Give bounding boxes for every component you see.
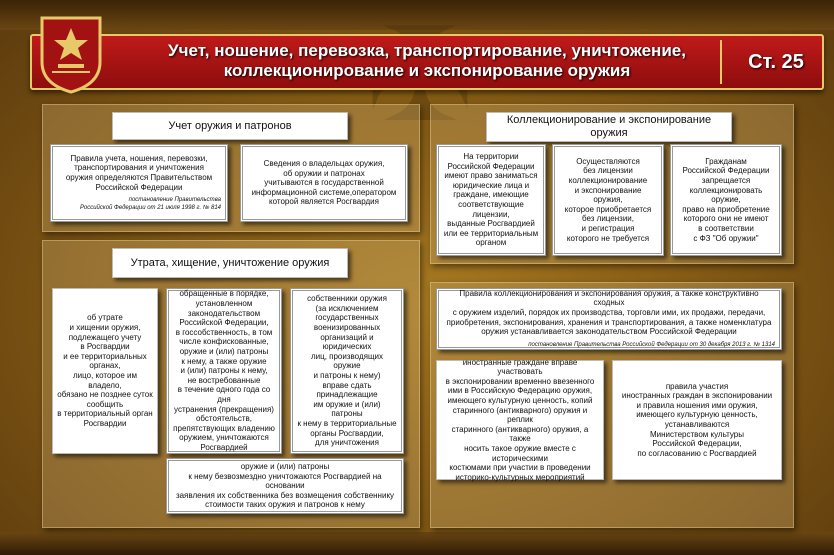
accounting-rules-text: Правила учета, ношения, перевозки, транспортирования и уничтожения оружия определяются Правительством Российской Федерации	[65, 153, 213, 192]
prohibition-box	[670, 144, 782, 256]
free-destruction-box	[166, 458, 404, 514]
loss-report-text: об утрате и хищении оружия, подлежащего учету в Росгвардии и ее территориальных органах, лицо, которое им владело, обязано не позднее суток сообщить в территориальный орган Росгвардии	[57, 313, 153, 428]
state-property-text: обращенные в порядке, установленном законодательством Российской Федерации, в госсобственность, в том числе конфискованные, оружие и (или) патроны к нему, а также оружие и (или) патроны к нему, не востребованные в течение одного года со дня устранения (прекращения) обстоятельств, препятствующих владению оружием, уничтожаются Росгвардией	[173, 289, 275, 452]
loss-heading-text: Утрата, хищение, уничтожение оружия	[130, 256, 330, 269]
prohibition-text: Гражданам Российской Федерации запрещается коллекционировать оружие, право на приобретение которого они не имеют в соответствии с ФЗ "Об оружии"	[682, 156, 770, 243]
license-holders-text: На территории Российской Федерации имеют право заниматься юридические лица и граждане, имеющие соответствующие лицензии, выданные Росгвардией или ее территориальным органом	[443, 152, 539, 248]
bottom-stripe	[0, 532, 834, 555]
collecting-rules-text: Правила коллекционирования и экспонирования оружия, а также конструктивно сходных с оружием изделий, порядок их производства, торговли ими, их продажи, передачи, приобретения, экспонирования, хранения и транспортирования, а также номенклатура оружия устанавливается законодательством Российской Федерации	[446, 288, 772, 337]
article-number: Ст. 25	[748, 51, 804, 73]
page-title	[112, 41, 742, 81]
owner-info-text: Сведения о владельцах оружия, об оружии и патронах учитываются в государственной информационной системе,оператором которой является Росгвардия	[251, 159, 397, 207]
accounting-heading	[112, 112, 348, 140]
accounting-rules-note: постановление Правительства Российской Федерации от 21 июля 1998 г. № 814	[79, 197, 221, 211]
collecting-heading-text: Коллекционирование и экспонирование оружия	[506, 114, 712, 139]
accounting-heading-text: Учет оружия и патронов	[168, 119, 292, 132]
owners-surrender-box	[290, 288, 404, 454]
foreign-citizens-text: иностранные граждане вправе участвовать в экспонировании временно ввезенного ими в Российскую Федерацию оружия, имеющего культурную ценность, копий старинного (антикварного) оружия и реплик старинного (антикварного) оружия, а также носить такое оружие вместе с историческими костюмами при участии в проведении историко-культурных мероприятий	[445, 357, 595, 482]
ministry-rules-box	[612, 360, 782, 480]
owners-surrender-text: собственники оружия (за исключением государственных военизированных организаций и юридических лиц, производящих оружие и патроны к нему) вправе сдать принадлежащие им оружие и (или) патроны к нему в территориальные органы Росгвардии, для уничтожения	[297, 294, 397, 448]
rosgvardia-emblem-icon	[38, 14, 104, 94]
collecting-rules-note: постановление Правительства Российской Федерации от 30 декабря 2013 г. № 1314	[528, 341, 775, 348]
loss-report-box	[52, 288, 158, 454]
banner-divider	[720, 40, 722, 84]
title-line-1: Учет, ношение, перевозка, транспортирование, уничтожение,	[168, 41, 686, 60]
title-line-2: коллекционирование и экспонирование оружия	[223, 61, 631, 80]
owner-info-box	[240, 144, 408, 222]
collecting-rules-box	[436, 288, 782, 350]
ministry-rules-text: правила участия иностранных граждан в экспонировании и правила ношения ими оружия, имеющего культурную ценность, устанавливаются Министерством культуры Российской Федерации, по согласованию с Росгвардией	[621, 381, 773, 458]
title-banner	[30, 34, 824, 90]
collecting-heading	[486, 112, 732, 142]
accounting-rules-box	[50, 144, 228, 222]
license-holders-box	[436, 144, 546, 256]
loss-heading	[112, 248, 348, 278]
state-property-box	[166, 288, 282, 454]
foreign-citizens-box	[436, 357, 604, 482]
free-destruction-text: оружие и (или) патроны к нему безвозмездно уничтожаются Росгвардией на основании заявления их собственника без возмещения собственнику стоимости таких оружия и патронов к нему	[175, 462, 395, 510]
no-license-text: Осуществляются без лицензии коллекционирование и экспонирование оружия, которое приобретается без лицензии, и регистрация которого не требуется	[564, 156, 652, 243]
no-license-box	[552, 144, 664, 256]
